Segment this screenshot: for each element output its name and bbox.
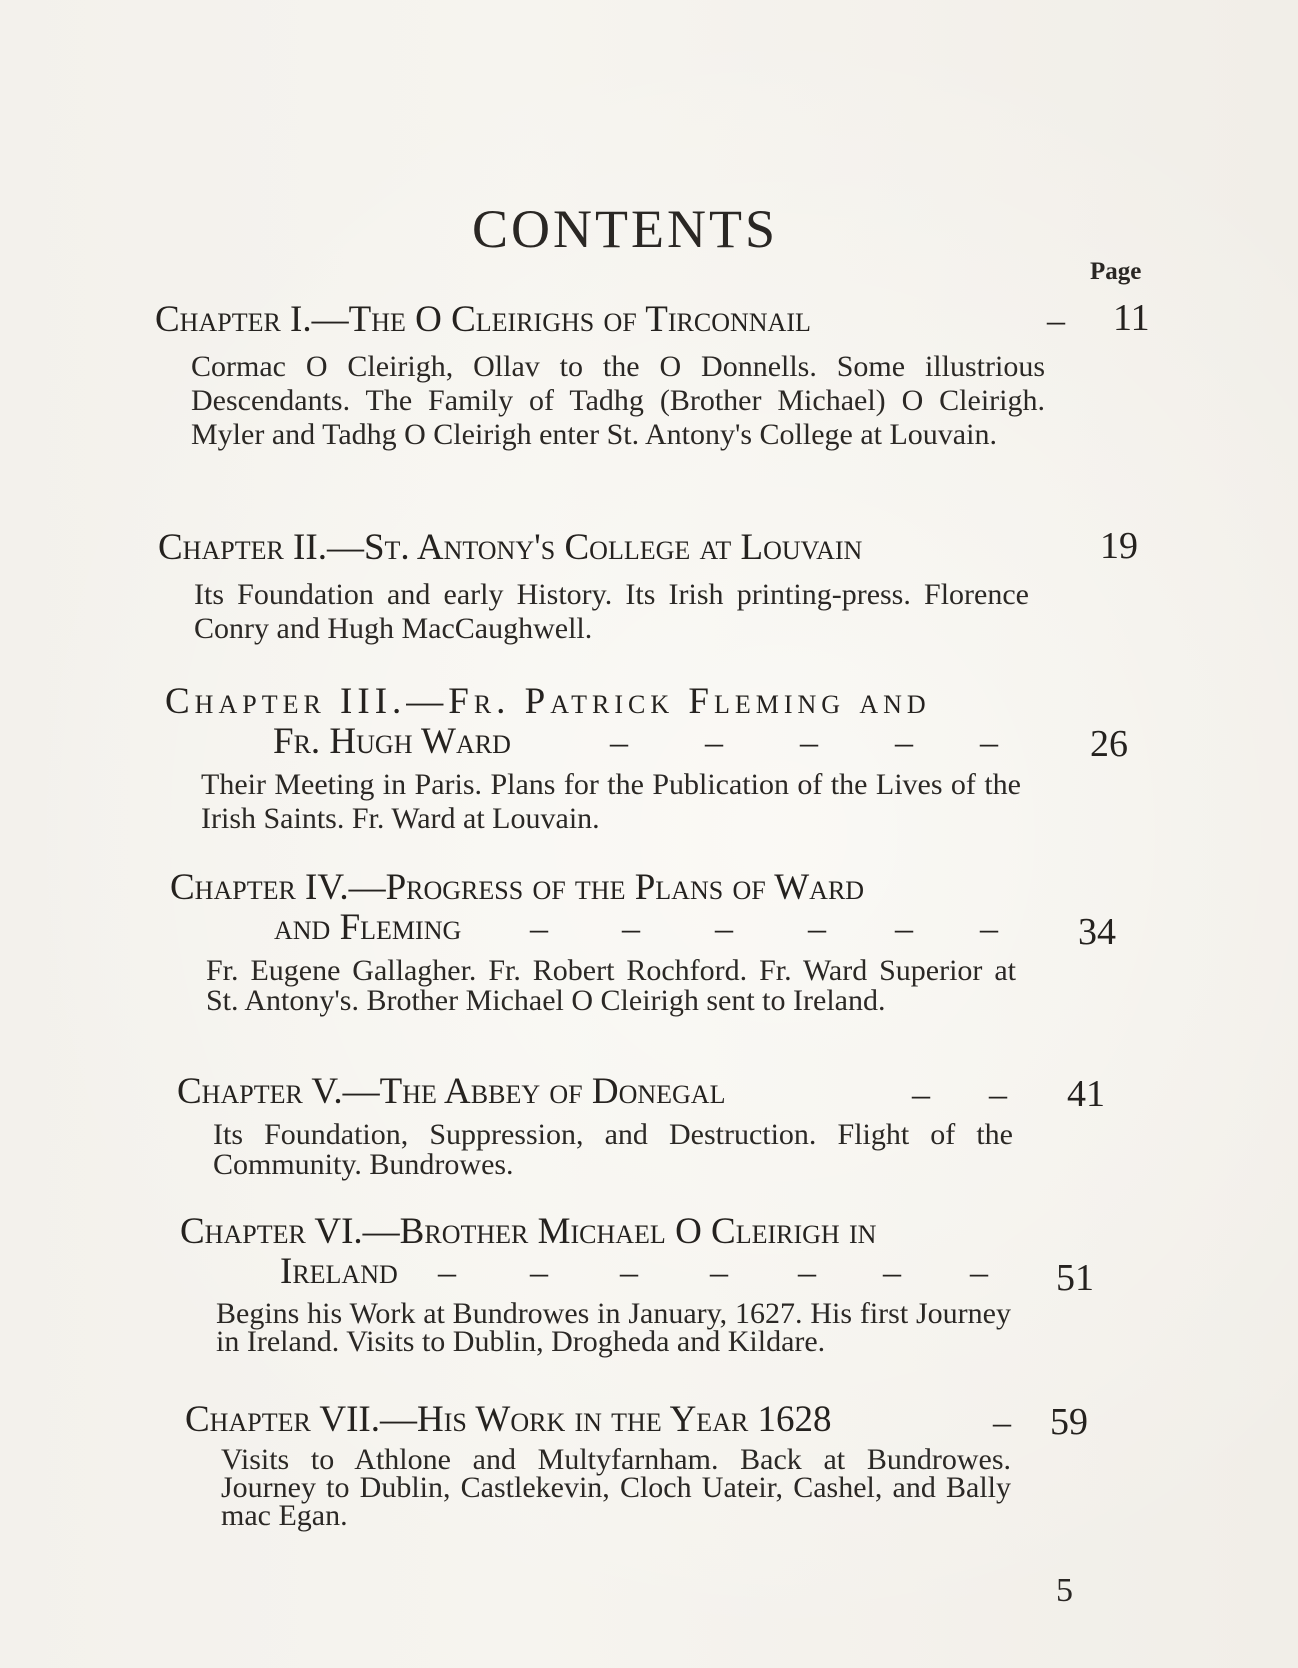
page-number: 26	[1090, 723, 1128, 765]
leader-dashes: –	[620, 1252, 638, 1292]
chapter-heading-continued	[170, 907, 1140, 953]
chapter-title: His Work in the Year 1628	[417, 1399, 832, 1440]
chapter-summary: Visits to Athlone and Multyfarnham. Back at Bundrowes. Journey to Dublin, Castlekevin, Cloch Uateir, Cashel, and Bally mac Egan.	[221, 1443, 1011, 1532]
leader-dashes: –	[808, 908, 826, 948]
toc-entry-chapter-7	[185, 1400, 1130, 1530]
chapter-heading: Chapter II.—St. Antony's College at Louvain 19	[158, 525, 1138, 568]
page-number: 59	[1050, 1401, 1088, 1443]
leader-dashes: –	[800, 722, 818, 762]
leader-dashes: –	[970, 1252, 988, 1292]
folio-page-number: 5	[1056, 1572, 1073, 1609]
chapter-heading: Chapter V.—The Abbey of Donegal – – 41	[177, 1071, 1105, 1115]
leader-dashes: –	[912, 1074, 930, 1114]
chapter-summary: Cormac O Cleirigh, Ollav to the O Donnells. Some illustrious Descendants. The Family of Tadhg (Brother Michael) O Cleirigh. Myler and Tadhg O Cleirigh enter St. Antony's College at Louvain.	[191, 350, 1045, 451]
leader-dashes: –	[438, 1252, 456, 1292]
leader-dashes: –	[883, 1252, 901, 1292]
leader-dashes: –	[610, 722, 628, 762]
contents-title: CONTENTS	[472, 199, 778, 259]
chapter-summary: Begins his Work at Bundrowes in January, 1627. His first Journey in Ireland. Visits to Dublin, Drogheda and Kildare.	[216, 1297, 1011, 1358]
chapter-title-continued: Fr. Hugh Ward	[273, 721, 511, 762]
leader-dashes: –	[993, 1402, 1011, 1442]
chapter-heading-continued	[180, 1251, 1130, 1299]
leader-dashes: –	[710, 1252, 728, 1292]
chapter-title: Fr. Patrick Fleming and	[448, 681, 931, 722]
page-number: 34	[1078, 911, 1116, 953]
toc-entry-chapter-4	[170, 868, 1140, 1016]
chapter-title-continued: and Fleming	[274, 907, 462, 948]
chapter-number: Chapter V.	[177, 1071, 343, 1112]
chapter-summary: Fr. Eugene Gallagher. Fr. Robert Rochford. Fr. Ward Superior at St. Antony's. Brother Michael O Cleirigh sent to Ireland.	[206, 954, 1016, 1017]
page-number: 51	[1056, 1257, 1094, 1299]
chapter-number: Chapter IV.	[170, 867, 349, 908]
chapter-heading: Chapter I.—The O Cleirighs of Tirconnail – 11	[155, 297, 1150, 340]
chapter-summary: Its Foundation and early History. Its Irish printing-press. Florence Conry and Hugh MacCaughwell.	[194, 578, 1029, 645]
leader-dashes: –	[530, 1252, 548, 1292]
chapter-heading-continued	[165, 721, 1145, 765]
chapter-summary: Their Meeting in Paris. Plans for the Publication of the Lives of the Irish Saints. Fr. Ward at Louvain.	[201, 768, 1021, 835]
chapter-title: Brother Michael O Cleirigh in	[399, 1211, 877, 1252]
leader-dashes: –	[622, 908, 640, 948]
chapter-heading: Chapter VI.—Brother Michael O Cleirigh in	[180, 1211, 877, 1252]
chapter-number: Chapter II.	[158, 527, 327, 568]
chapter-summary: Its Foundation, Suppression, and Destruction. Flight of the Community. Bundrowes.	[213, 1118, 1013, 1181]
chapter-title: The Abbey of Donegal	[379, 1071, 726, 1112]
chapter-number: Chapter III.	[165, 681, 407, 722]
chapter-heading: Chapter IV.—Progress of the Plans of Ward	[170, 867, 865, 908]
leader-dashes: –	[980, 722, 998, 762]
leader-dashes: –	[798, 1252, 816, 1292]
leader-dashes: –	[715, 908, 733, 948]
chapter-title: St. Antony's College at Louvain	[363, 527, 863, 568]
chapter-heading: Chapter VII.—His Work in the Year 1628 – 59	[185, 1399, 1088, 1443]
page-number: 19	[1100, 525, 1138, 567]
chapter-number: Chapter I.	[155, 299, 312, 340]
toc-entry-chapter-1	[155, 297, 1155, 452]
chapter-title-continued: Ireland	[280, 1251, 398, 1292]
toc-entry-chapter-3	[165, 682, 1145, 836]
leader-dashes: –	[895, 722, 913, 762]
page-number: 41	[1067, 1073, 1105, 1115]
page-number: 11	[1113, 297, 1150, 339]
chapter-number: Chapter VI.	[180, 1211, 363, 1252]
leader-dashes: –	[895, 908, 913, 948]
leader-dashes: –	[705, 722, 723, 762]
toc-entry-chapter-2	[158, 525, 1138, 646]
leader-dashes: –	[980, 908, 998, 948]
leader-dashes: –	[530, 908, 548, 948]
page-column-label: Page	[1090, 258, 1142, 285]
leader-dashes: –	[1047, 300, 1065, 340]
chapter-title: Progress of the Plans of Ward	[385, 867, 865, 908]
chapter-number: Chapter VII.	[185, 1399, 380, 1440]
toc-entry-chapter-6	[180, 1212, 1130, 1356]
toc-entry-chapter-5	[177, 1072, 1137, 1180]
leader-dashes: –	[989, 1074, 1007, 1114]
chapter-title: The O Cleirighs of Tirconnail	[348, 299, 811, 340]
chapter-heading: Chapter III.—Fr. Patrick Fleming and	[165, 681, 931, 722]
